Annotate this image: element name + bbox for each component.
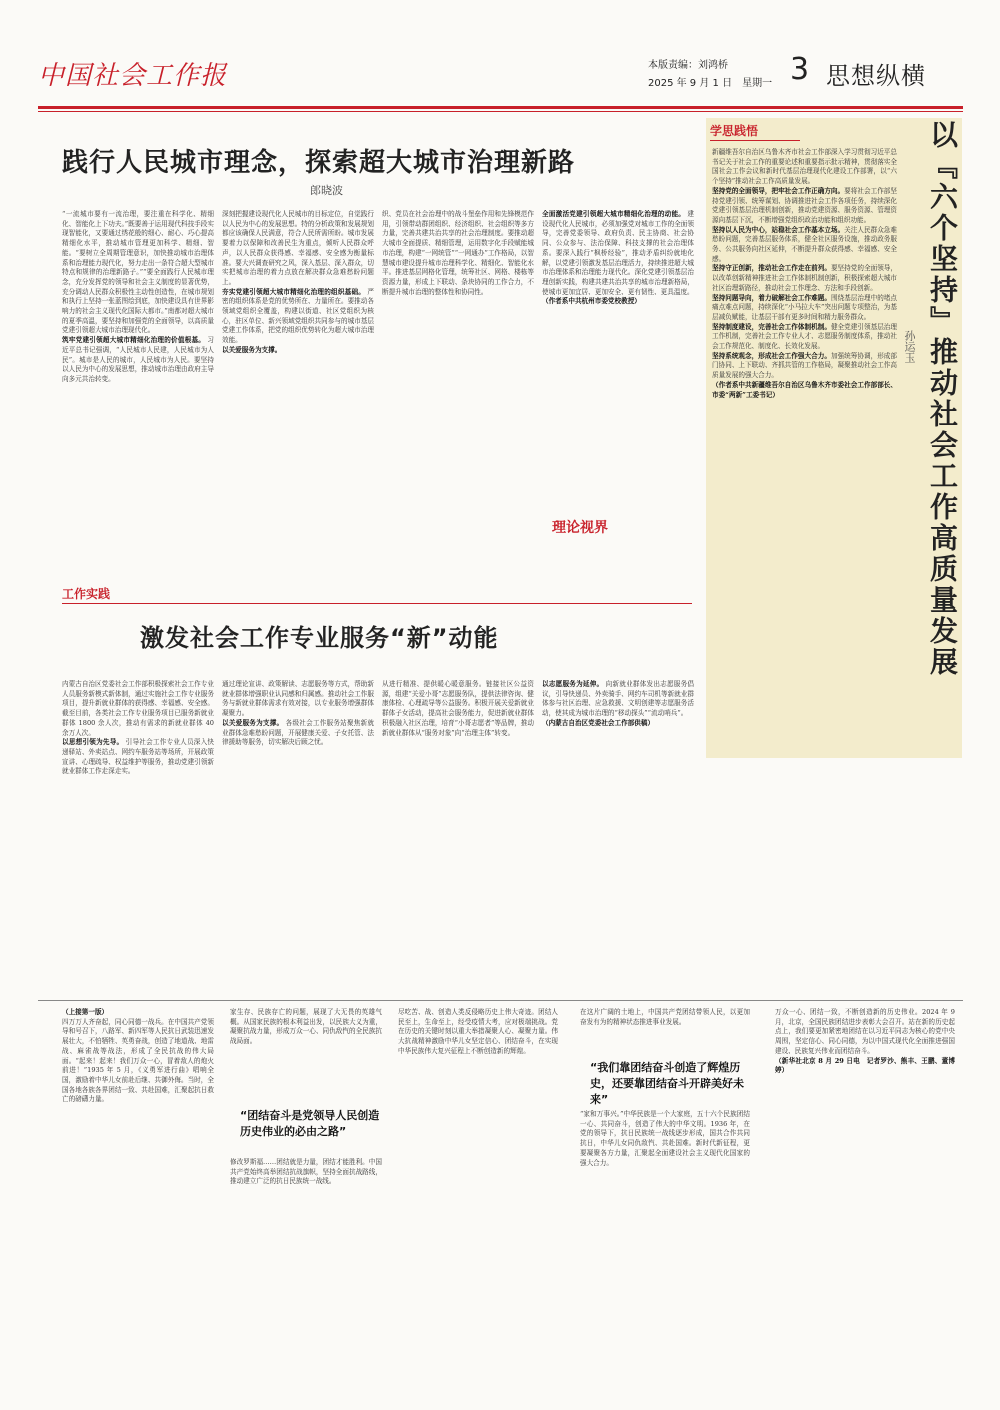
theory-logo: 理论视界 <box>552 520 608 536</box>
section-name: 思想纵横 <box>826 62 926 90</box>
sidebar-subhead-4: 坚持问题导向，着力破解社会工作难题。 <box>712 293 831 302</box>
bottom-continued: （上接第一版） <box>62 1008 109 1016</box>
sidebar-subhead-3: 坚持守正创新，推动社会工作走在前列。 <box>712 264 831 273</box>
article2-col2-text: 通过理论宣讲、政策解读、志愿服务等方式，帮助新就业群体增强职业认同感和归属感。推动社会工作服务与新就业群体需求有效对接，以专业服务增强群体凝聚力。 <box>222 680 374 718</box>
article1-col3-text: 织、党员在社会治理中的战斗堡垒作用和先锋模范作用，引领带动群团组织、经济组织、社会组织等多方力量，完善共建共治共享的社会治理制度。要推动超大城市全面提质、精细管理，运用数字化手段赋能城市治理，构建“一网统管”“一网通办”工作格局，以智慧城市建设提升城市治理科学化、精细化、智能化水平。推进基层网格化管理，统筹社区、网格、楼栋等资源力量，形成上下联动、条块协同的工作合力，不断提升城市治理的整体性和协同性。 <box>382 210 534 296</box>
sidebar-author: 孙运玉 <box>903 330 916 363</box>
article2-column-1 <box>62 680 214 930</box>
sidebar-text-4: 围绕基层治理中的堵点痛点难点问题，持续深化“小马拉大车”突出问题专项整治，为基层减负赋能，让基层干部有更多时间和精力服务群众。 <box>712 293 897 321</box>
article1-col4-text: 建设现代化人民城市，必须加强党对城市工作的全面领导，完善党委领导、政府负责、民主协商、社会协同、公众参与、法治保障、科技支撑的社会治理体系。要深入践行“枫桥经验”，推动矛盾纠纷就地化解，以党建引领激发基层治理活力，持续推进超大城市治理体系和治理能力现代化。深化党建引领基层治理创新实践，构建共建共治共享的城市治理新格局，使城市更加宜居、更加安全、更有韧性、更具温度。 <box>542 210 694 296</box>
sidebar-intro: 新疆维吾尔自治区乌鲁木齐市社会工作部深入学习贯彻习近平总书记关于社会工作的重要论述和重要指示批示精神，贯彻落实全国社会工作会议和新时代基层治理现代化建设工作部署，以“六个坚持”推动社会工作高质量发展。 <box>712 148 897 186</box>
article1-author-note: （作者系中共杭州市委党校教授） <box>542 297 641 306</box>
page-number: 3 <box>790 52 810 87</box>
article1-subhead-1: 筑牢党建引领超大城市精细化治理的价值根基。 <box>62 336 206 345</box>
article1-col2-text: 深刻把握建设现代化人民城市的目标定位，自觉践行以人民为中心的发展思想。特的分析政策和发展规划都应该确保人民满意，符合人民所需所盼。城市发展要着力以保障和改善民生为重点，倾听人民群众呼声，以人民群众获得感、幸福感、安全感为衡量标准。要大兴调查研究之风，深入基层、深入群众，切实把城市治理的着力点放在解决群众急难愁盼问题上。 <box>222 210 374 286</box>
sidebar-body <box>712 148 897 746</box>
article1-subhead-2: 夯实党建引领超大城市精细化治理的组织基础。 <box>222 287 366 296</box>
bottom-col1-text: 四万万人齐奋起，同心同德一战兵。在中国共产党领导和号召下，八路军、新四军等人民抗日武装迅速发展壮大，不怕牺牲、英勇奋战，创造了地道战、地雷战、麻雀战等战法，形成了全民抗战的伟大局面。“起来！起来！我们万众一心，冒着敌人的炮火前进！”1935 年 5 月，《义勇军进行曲》唱响全国，激励着中华儿女前赴后继、共御外侮。当时，全国各地各族各界团结一致、共赴国难，汇聚起抗日救亡的磅礴力量。 <box>62 1017 214 1104</box>
article2-column-2 <box>222 680 374 930</box>
sidebar-text-6: 加强统筹协调，形成部门协同、上下联动、齐抓共管的工作格局，凝聚推动社会工作高质量发展的强大合力。 <box>712 351 897 380</box>
bottom-col2-text: 家生存、民族存亡的问题，展现了大无畏的英雄气概。从国家民族的根本利益出发，以民族大义为重，凝聚抗战力量，形成万众一心、同仇敌忾的全民族抗战局面。 <box>230 1008 382 1046</box>
article1-subhead-3: 以关爱服务为支撑。 <box>222 345 282 354</box>
sidebar-author-note: （作者系中共新疆维吾尔自治区乌鲁木齐市委社会工作部部长、市委“两新”工委书记） <box>712 380 897 399</box>
article1-column-2 <box>222 210 374 530</box>
article2-column-4 <box>542 680 694 930</box>
sidebar-subhead-1: 坚持党的全面领导，把牢社会工作正确方向。 <box>712 186 845 195</box>
sidebar-subhead-6: 坚持系统观念，形成社会工作强大合力。 <box>712 351 831 360</box>
article1-column-1 <box>62 210 214 530</box>
sidebar-label: 学思践悟 <box>710 124 759 138</box>
bottom-column-2-bottom <box>230 1158 382 1398</box>
article1-subhead-4: 全面激活党建引领超大城市精细化治理的动能。 <box>542 210 686 218</box>
bottom-column-4-top <box>580 1008 750 1058</box>
article2-subhead-1: 以思想引领为先导。 <box>62 738 124 747</box>
bottom-col4b-text: “家和万事兴。”中华民族是一个大家庭，五十六个民族团结一心、共同奋斗，创造了伟大的中华文明。1936 年，在党的领导下，抗日民族统一战线逐步形成，国共合作共同抗日，中华儿女同仇敌忾、共赴国难。新时代新征程，更要凝聚各方力量，汇聚起全面建设社会主义现代化国家的强大合力。 <box>580 1110 750 1167</box>
bottom-column-2-top <box>230 1008 382 1096</box>
bottom-col5-text: 万众一心、团结一致，不断创造新的历史伟业。2024 年 9 月，北京，全国民族团结进步表彰大会召开。站在新的历史起点上，我们要更加紧密地团结在以习近平同志为核心的党中央周围，坚定信心、同心同德，为以中国式现代化全面推进强国建设、民族复兴伟业而团结奋斗。 <box>775 1008 955 1055</box>
editor-credit: 本版责编：刘鸿桥 <box>648 60 728 71</box>
article2-col2b-text: 各级社会工作服务站聚焦新就业群体急难愁盼问题，开展健康关爱、子女托管、法律援助等服务，切实解决后顾之忧。 <box>222 718 374 747</box>
bottom-column-1 <box>62 1008 214 1398</box>
bottom-pullquote-1: “团结奋斗是党领导人民创造历史伟业的必由之路” <box>240 1109 380 1138</box>
bottom-col2b-text: 修改罗斯福……团结就是力量，团结才能胜利。中国共产党始终高举团结抗战旗帜，坚持全面抗战路线，推动建立广泛的抗日民族统一战线。 <box>230 1158 382 1186</box>
article1-byline: 郎晓波 <box>310 184 343 197</box>
article1-column-3 <box>382 210 534 530</box>
header-rule-thin <box>38 111 963 112</box>
bottom-column-4-bottom <box>580 1110 750 1398</box>
article1-column-4 <box>542 210 694 500</box>
issue-date: 2025 年 9 月 1 日 星期一 <box>648 78 773 89</box>
article2-subhead-2: 以关爱服务为支撑。 <box>222 718 284 727</box>
bottom-column-3 <box>398 1008 558 1398</box>
article2-author-note: （内蒙古自治区党委社会工作部供稿） <box>542 718 655 727</box>
bottom-source: （新华社北京 8 月 29 日电 记者罗沙、熊丰、王鹏、董博婷） <box>775 1056 955 1075</box>
sidebar-text-2: 关注人民群众急难愁盼问题，完善基层服务体系，健全社区服务设施，推动政务服务、公共服务向社区延伸，不断提升群众获得感、幸福感、安全感。 <box>712 225 897 263</box>
sidebar-subhead-2: 坚持以人民为中心，站稳社会工作基本立场。 <box>712 225 845 234</box>
article2-col1b-text: 引导社会工作专业人员深入快递驿站、外卖站点、网约车服务站等场所，开展政策宣讲、心理疏导、权益维护等服务，推动党建引领新就业群体工作走深走实。 <box>62 738 214 776</box>
article1-title: 践行人民城市理念，探索超大城市治理新路 <box>62 148 576 178</box>
article2-column-3 <box>382 680 534 930</box>
bottom-column-5 <box>775 1008 955 1398</box>
article2-subhead-3: 以志愿服务为延伸。 <box>542 680 604 688</box>
article1-col1b-text: 习近平总书记强调，“人民城市人民建，人民城市为人民”。城市是人民的城市，人民城市为人民。要坚持以人民为中心的发展思想，推动城市治理由政府主导向多元共治转变。 <box>62 336 214 383</box>
sidebar-vertical-title: 以『六个坚持』推动社会工作高质量发展 <box>926 120 959 678</box>
article2-col3-text: 从进行精准、提供暖心暖意服务。链接社区公益资源，组建“关爱小哥”志愿服务队，提供法律咨询、健康体检、心理疏导等公益服务。积极开展关爱新就业群体子女活动，提高社会服务能力，促进新就业群体积极融入社区治理，培育“小哥志愿者”等品牌，推动新就业群体从“服务对象”向“治理主体”转变。 <box>382 680 534 737</box>
header-rule <box>38 106 963 109</box>
sidebar-label-rule <box>710 140 800 141</box>
sidebar-text-1: 要将社会工作部坚持党建引领、统筹谋划、协调推进社会工作各项任务，持续深化党建引领基层治理机制创新，推动党建资源、服务资源、管理资源向基层下沉，不断增强党组织政治功能和组织功能。 <box>712 186 897 224</box>
bottom-col4-text: 在这片广阔的土地上，中国共产党团结带领人民，以更加奋发有为的精神状态推进事业发展。 <box>580 1008 750 1026</box>
article2-tag-rule <box>62 603 692 604</box>
article1-col1-text: “一流城市要有一流治理，要注重在科学化、精细化、智能化上下功夫。”既要善于运用现代科技手段实现智能化，又要通过绣花般的细心、耐心、巧心提高精细化水平，推动城市管理更加科学、精细、智能。“要树立全周期管理意识，加快推动城市治理体系和治理能力现代化，努力走出一条符合超大型城市特点和规律的治理新路子。”“要全面践行人民城市理念，充分发挥党的领导和社会主义制度的显著优势，充分调动人民群众积极性主动性创造性，在城市规划和执行上坚持一张蓝图绘到底，加快建设具有世界影响力的社会主义现代化国际大都市。”南都对超大城市的夏季高温，要坚持和加强党的全面领导，以高质量党建引领超大城市治理现代化。 <box>62 210 214 335</box>
sidebar-text-5: 健全党建引领基层治理工作机制，完善社会工作专业人才、志愿服务制度体系，推动社会工作规范化、制度化、长效化发展。 <box>712 322 897 351</box>
bottom-col3-text: 尽吃苦、战、创造人类反侵略历史上伟大奇迹。团结人民至上，生命至上，经受疫情大考，应对极端挑战。党在历史的关键时刻以重大举措凝聚人心、凝聚力量。伟大抗战精神激励中华儿女坚定信心、团结奋斗，在实现中华民族伟大复兴征程上不断创造新的辉煌。 <box>398 1008 558 1055</box>
sidebar-text-3: 要坚持党的全面领导，以改革创新精神推进社会工作体制机制创新，积极探索超大城市社区治理新路径，推动社会工作理念、方法和手段创新。 <box>712 264 897 292</box>
masthead-logo: 中国社会工作报 <box>38 61 228 91</box>
sidebar-subhead-5: 坚持制度建设，完善社会工作体制机制。 <box>712 322 831 331</box>
article2-col4-text: 向新就业群体发出志愿服务倡议，引导快递员、外卖骑手、网约车司机等新就业群体参与社区治理、应急救援、文明创建等志愿服务活动，使其成为城市治理的“移动探头”“流动哨兵”。 <box>542 680 694 718</box>
article2-title: 激发社会工作专业服务“新”动能 <box>140 624 499 652</box>
section-divider <box>38 1000 963 1001</box>
bottom-pullquote-2: “我们靠团结奋斗创造了辉煌历史，还要靠团结奋斗开辟美好未来” <box>590 1061 744 1106</box>
article2-section-tag: 工作实践 <box>62 587 111 601</box>
article2-col1-text: 内蒙古自治区党委社会工作部积极探索社会工作专业人员服务新模式新体制，通过实施社会工作专业服务项目，提升新就业群体的获得感、幸福感、安全感。截至目前，各类社会工作专业服务项目已服务新就业群体 1800 余人次，推动有需求的新就业群体 40 余万人次。 <box>62 680 214 737</box>
article1-col2b-text: 严密的组织体系是党的优势所在、力量所在。要推动各领域党组织全覆盖，构建以街道、社区党组织为核心，驻区单位、新兴领域党组织共同参与的城市基层党建工作体系，把党的组织优势转化为超大城市治理效能。 <box>222 287 374 345</box>
